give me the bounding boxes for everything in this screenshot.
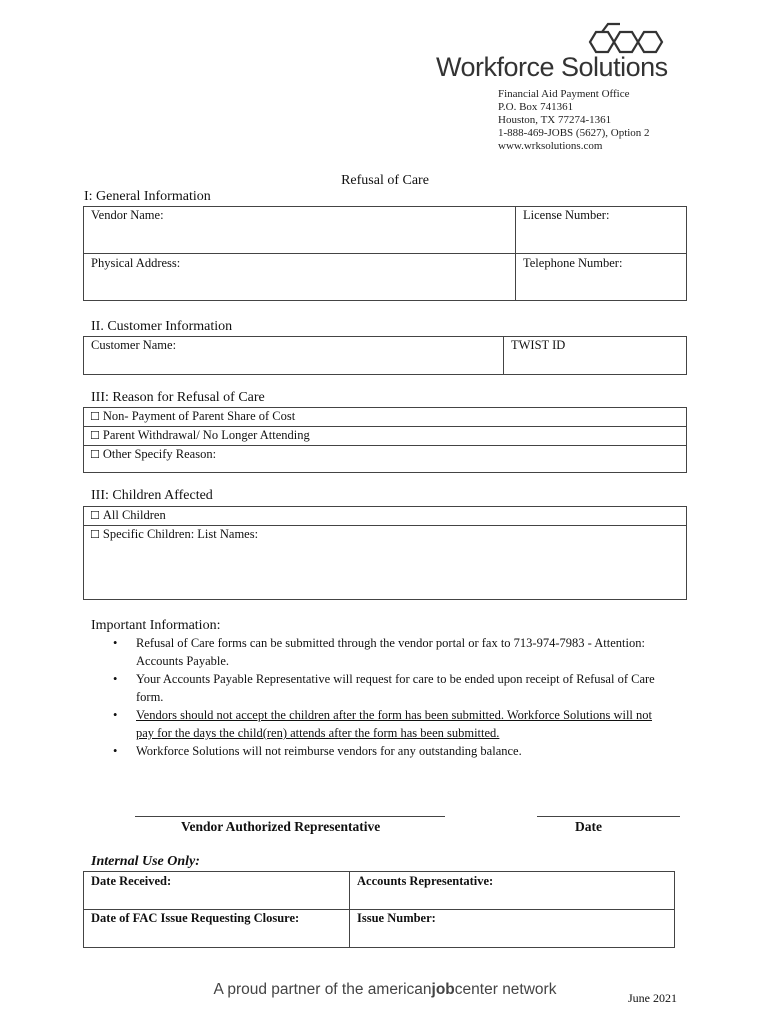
children-option-specific[interactable]: [90, 527, 258, 542]
vendor-name-field[interactable]: Vendor Name:: [91, 208, 164, 222]
accounts-representative-field[interactable]: Accounts Representative:: [357, 874, 494, 888]
children-affected-table: [83, 506, 687, 600]
date-label: Date: [575, 819, 602, 834]
important-information-list: [113, 634, 673, 760]
reason-option-nonpayment[interactable]: [90, 409, 295, 424]
option-label: Non- Payment of Parent Share of Cost: [102, 409, 296, 423]
american-job-center-logo: [368, 981, 498, 998]
item-text: Your Accounts Payable Representative will request for care to be ended upon receipt of Refusal of Care form.: [136, 672, 655, 704]
item-text: Refusal of Care forms can be submitted through the vendor portal or fax to 713-974-7983 - Attention: Accounts Payable.: [136, 636, 645, 668]
date-line[interactable]: [537, 816, 680, 817]
physical-address-field[interactable]: Physical Address:: [91, 256, 181, 270]
table-divider: [83, 445, 687, 446]
brand-job: job: [431, 981, 455, 998]
twist-id-field[interactable]: TWIST ID: [511, 338, 566, 352]
general-information-heading: I: General Information: [84, 189, 211, 204]
office-address: [498, 88, 650, 153]
address-line: www.wrksolutions.com: [498, 140, 603, 152]
address-line: Houston, TX 77274-1361: [498, 114, 612, 126]
list-item: [113, 670, 673, 706]
option-label: All Children: [102, 508, 166, 522]
partner-prefix: A proud partner of the: [213, 981, 364, 998]
item-text: Workforce Solutions will not reimburse vendors for any outstanding balance.: [136, 744, 522, 758]
checkbox-icon[interactable]: ☐: [90, 448, 100, 461]
table-divider: [83, 525, 687, 526]
bullet: •: [113, 636, 118, 650]
bullet: •: [113, 744, 118, 758]
children-option-all[interactable]: [90, 508, 166, 523]
checkbox-icon[interactable]: ☐: [90, 429, 100, 442]
checkbox-icon[interactable]: ☐: [90, 509, 100, 522]
reason-option-withdrawal[interactable]: [90, 428, 310, 443]
internal-use-heading: Internal Use Only:: [91, 854, 200, 869]
telephone-number-field[interactable]: Telephone Number:: [523, 256, 623, 270]
partner-suffix: network: [502, 981, 557, 998]
address-line: Financial Aid Payment Office: [498, 88, 630, 100]
bullet: •: [113, 672, 118, 686]
option-label: Specific Children: List Names:: [102, 527, 259, 541]
table-divider: [83, 426, 687, 427]
option-label: Parent Withdrawal/ No Longer Attending: [102, 428, 310, 442]
fac-issue-date-field[interactable]: Date of FAC Issue Requesting Closure:: [91, 911, 300, 925]
list-item: [113, 706, 673, 742]
item-text: Vendors should not accept the children after the form has been submitted. Workforce Solutions will not pay for the days the child(ren) attends after the form has been submitted.: [136, 708, 653, 740]
logo-text: Workforce Solutions: [436, 52, 668, 82]
list-item: [113, 634, 673, 670]
form-title: Refusal of Care: [341, 173, 429, 188]
checkbox-icon[interactable]: ☐: [90, 410, 100, 423]
list-item: [113, 742, 673, 760]
vendor-rep-label: Vendor Authorized Representative: [181, 819, 381, 834]
reason-option-other[interactable]: [90, 447, 216, 462]
bullet: •: [113, 708, 118, 722]
brand-center: center: [454, 981, 498, 998]
revision-date: June 2021: [628, 991, 677, 1005]
address-line: P.O. Box 741361: [498, 101, 574, 113]
table-divider: [83, 909, 675, 910]
table-divider: [503, 336, 504, 375]
important-information-heading: Important Information:: [91, 618, 221, 633]
date-received-field[interactable]: Date Received:: [91, 874, 172, 888]
option-label: Other Specify Reason:: [102, 447, 217, 461]
customer-information-heading: II. Customer Information: [91, 319, 233, 334]
reason-heading: III: Reason for Refusal of Care: [91, 390, 265, 405]
brand-american: american: [367, 981, 432, 998]
address-line: 1-888-469-JOBS (5627), Option 2: [498, 127, 650, 139]
license-number-field[interactable]: License Number:: [523, 208, 610, 222]
children-affected-heading: III: Children Affected: [91, 488, 213, 503]
checkbox-icon[interactable]: ☐: [90, 528, 100, 541]
issue-number-field[interactable]: Issue Number:: [357, 911, 436, 925]
signature-line[interactable]: [135, 816, 445, 817]
table-divider: [83, 253, 687, 254]
customer-name-field[interactable]: Customer Name:: [91, 338, 177, 352]
